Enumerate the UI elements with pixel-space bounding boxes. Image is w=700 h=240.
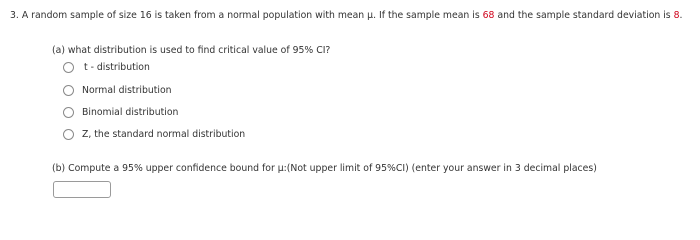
option-label: t - distribution [84, 61, 150, 73]
question-end: . [679, 10, 683, 21]
answer-input[interactable] [53, 181, 111, 198]
option-z-distribution[interactable] [63, 126, 245, 142]
sample-mean-value: 68 [482, 10, 495, 21]
radio-button[interactable] [63, 85, 74, 96]
sample-sd-value: 8 [673, 10, 680, 21]
option-binomial-distribution[interactable] [63, 104, 178, 120]
radio-button[interactable] [63, 62, 74, 73]
question-sd-text: and the sample standard deviation is [497, 10, 671, 21]
option-label: Normal distribution [82, 84, 172, 96]
question-text [10, 8, 692, 24]
option-label: Z, the standard normal distribution [82, 128, 246, 140]
part-b-prompt: (b) Compute a 95% upper confidence bound for μ:(Not upper limit of 95%CI) (enter your answer in 3 decimal places) [52, 163, 597, 174]
question-intro: A random sample of size 16 is taken from a normal population with mean μ. If the sample mean is [21, 10, 480, 21]
radio-button[interactable] [63, 129, 74, 140]
part-a-prompt: (a) what distribution is used to find critical value of 95% CI? [52, 45, 331, 56]
radio-button[interactable] [63, 107, 74, 118]
option-normal-distribution[interactable] [63, 82, 172, 98]
question-number: 3. [10, 10, 19, 21]
option-label: Binomial distribution [82, 106, 179, 118]
option-t-distribution[interactable] [63, 59, 150, 75]
